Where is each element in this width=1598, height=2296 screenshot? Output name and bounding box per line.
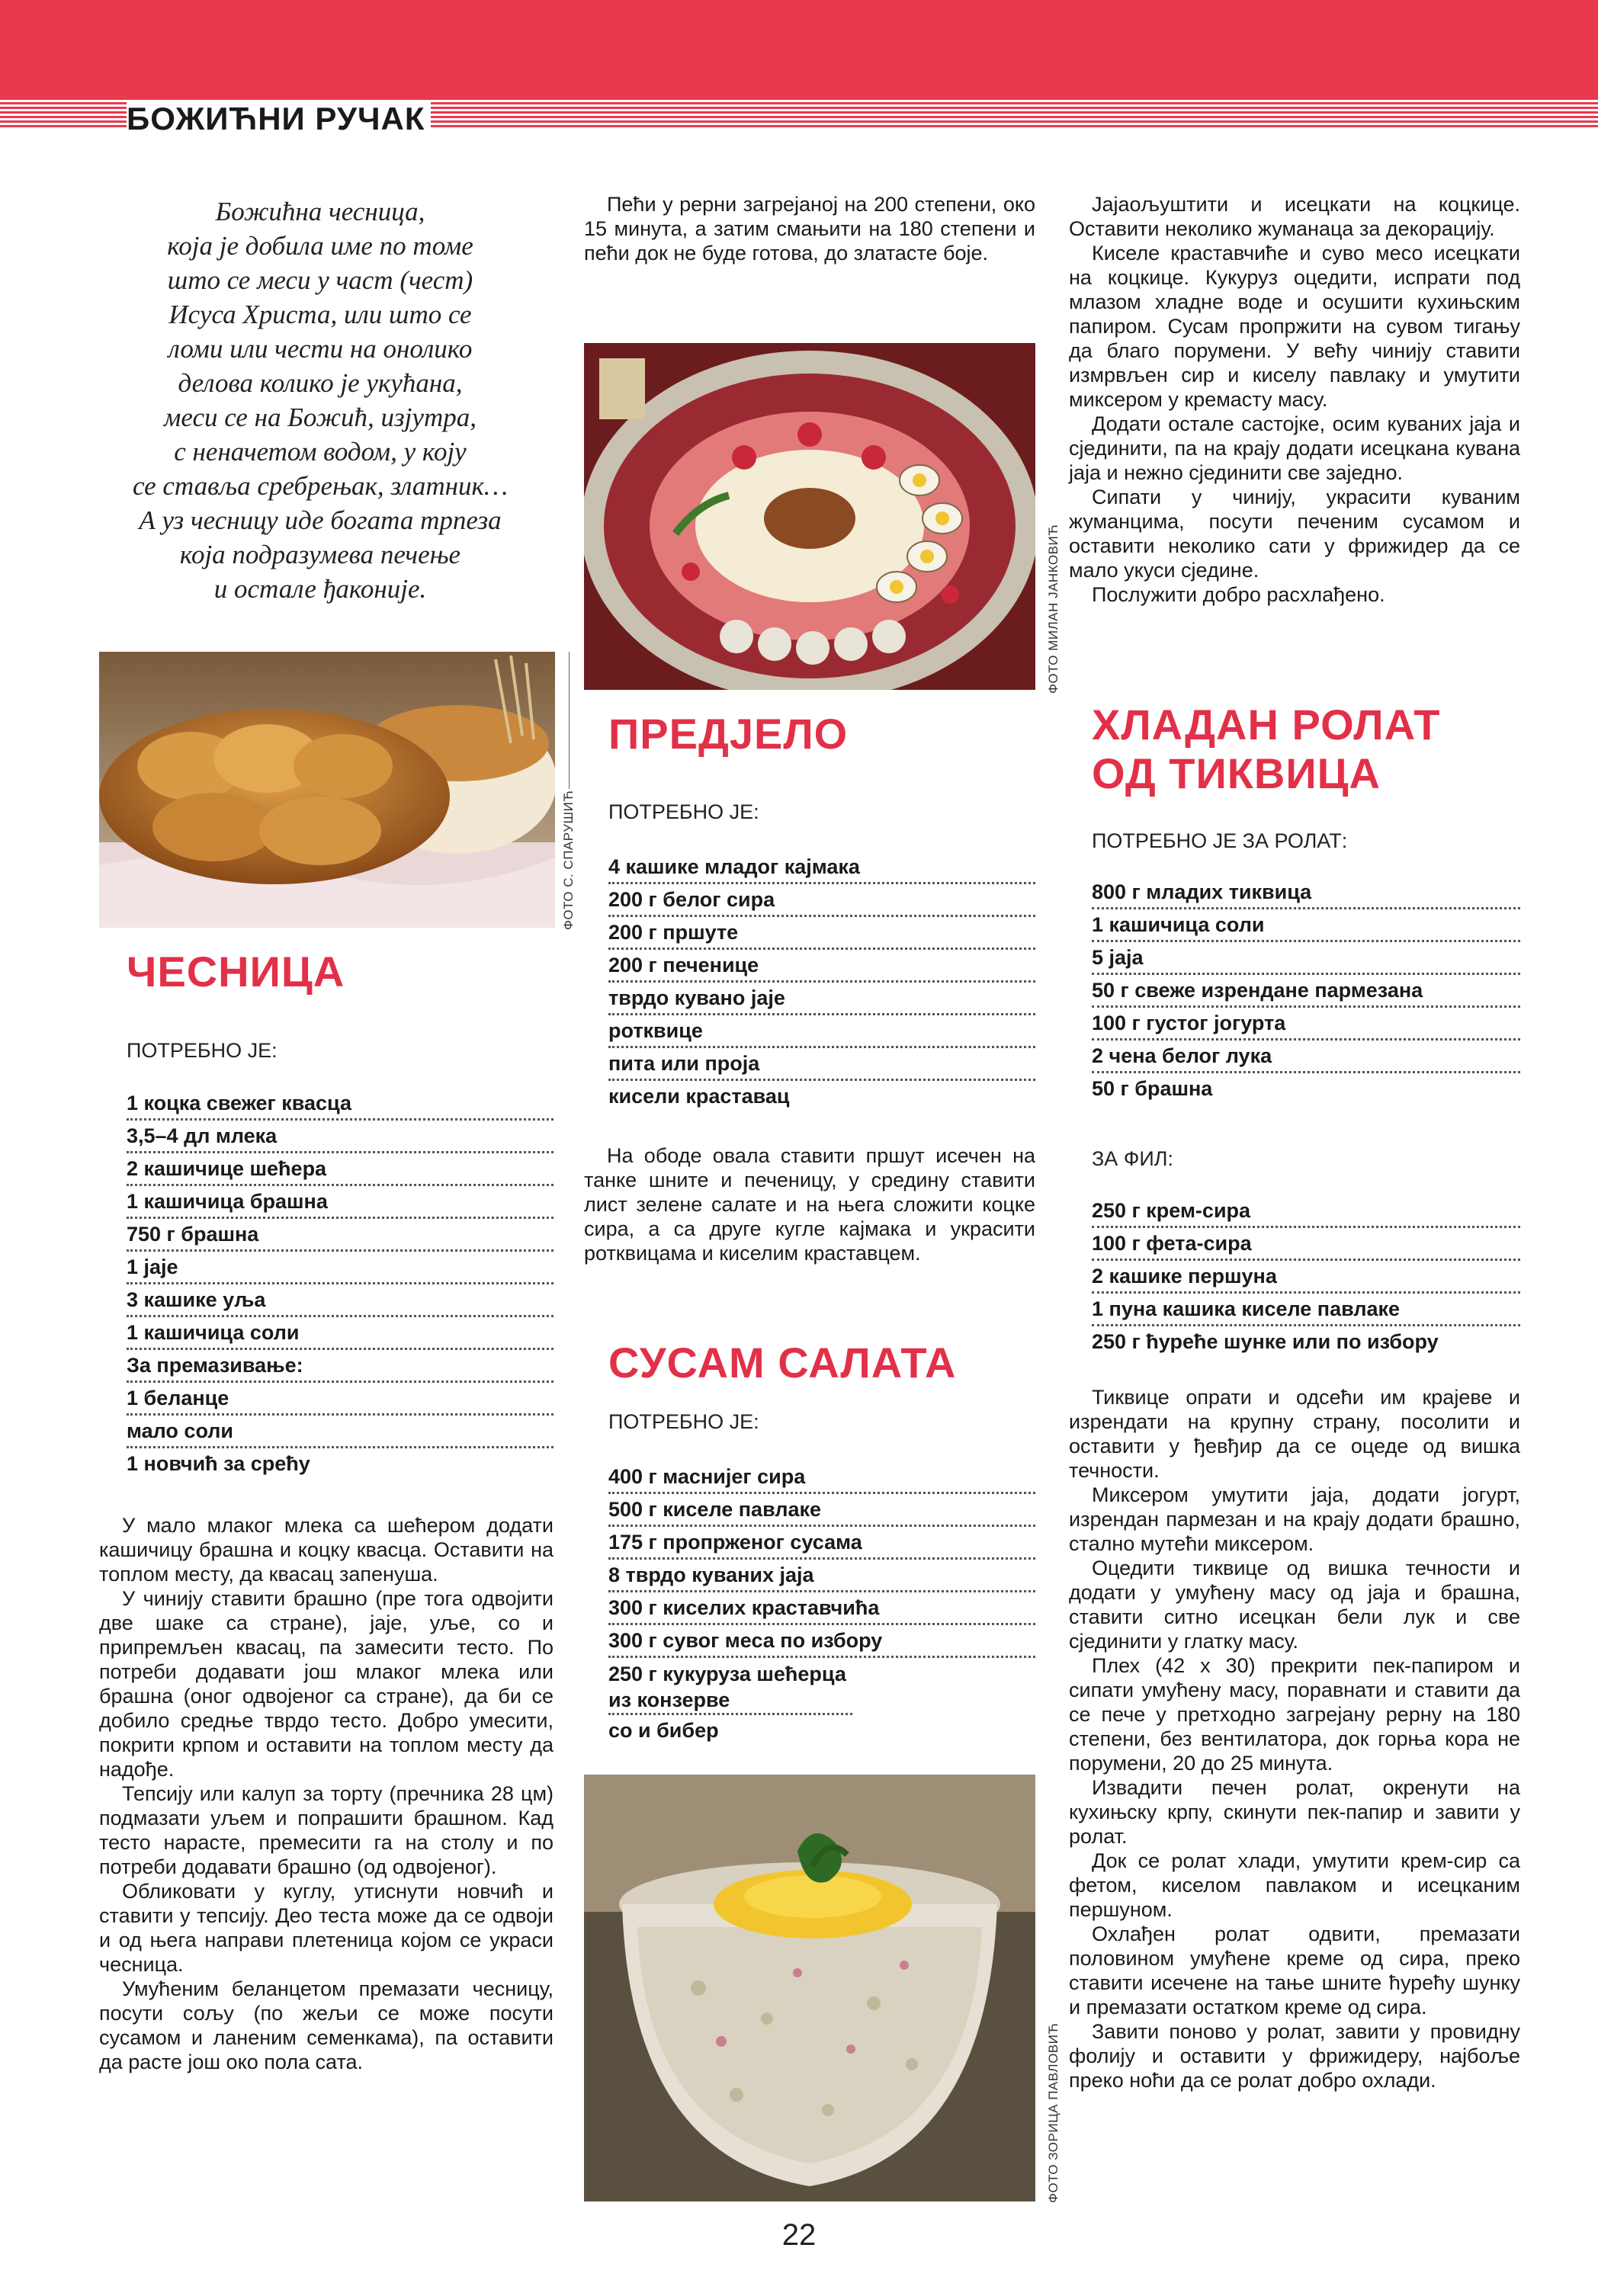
intro-line: с неначетом водом, у коју — [174, 437, 467, 467]
ingredient-item: 250 г кукуруза шећерца из конзерве — [608, 1658, 852, 1715]
ingredient-item: 100 г фета-сира — [1092, 1228, 1520, 1261]
ingredient-item: 4 кашике младог кајмака — [608, 851, 1035, 884]
intro-line: делова колико је укућана, — [178, 368, 463, 398]
intro-line: која је добила име по томе — [167, 231, 473, 261]
ingredient-item: 1 кашичица соли — [127, 1317, 554, 1350]
method-paragraph: Пећи у рерни загрејаној на 200 степени, око 15 минута, а затим смањити на 180 степени и пећи док не буде готова, до златасте боје. — [584, 193, 1035, 265]
ingredient-item: 2 кашичице шећера — [127, 1153, 554, 1186]
method-paragraph: Док се ролат хлади, умутити крем-сир са фетом, киселом павлаком и исецканим першуном. — [1069, 1849, 1520, 1921]
method-paragraph: Сипати у чинију, украсити куваним жуманцима, посути печеним сусамом и оставити неколико сати у фрижидер да се мало укуси сједине. — [1069, 486, 1520, 582]
ingredients-heading: ПОТРЕБНО ЈЕ: — [127, 1039, 278, 1062]
method-paragraph: Миксером умутити јаја, додати јогурт, изрендан пармезан и на крају додати брашно, стално мутећи миксером. — [1069, 1483, 1520, 1555]
ingredient-item: 200 г белог сира — [608, 884, 1035, 917]
ingredient-item: 1 беланце — [127, 1383, 554, 1416]
ingredient-item: 50 г свеже изрендане пармезана — [1092, 975, 1520, 1008]
ingredient-list — [608, 1461, 1035, 1746]
ingredient-item: 200 г пршуте — [608, 917, 1035, 950]
ingredient-list — [608, 851, 1035, 1111]
method-paragraph: Плех (42 х 30) прекрити пек-папиром и сипати умућену масу, поравнати и ставити да се пече у претходно загрејану рерну на 180 степени, без вентилатора, док горња кора не порумени, 20 до 25 минута. — [1069, 1654, 1520, 1775]
recipe-title: ПРЕДЈЕЛО — [608, 710, 849, 758]
ingredient-item: со и бибер — [608, 1719, 719, 1742]
ingredient-item: 175 г пропрженог сусама — [608, 1527, 1035, 1560]
intro-line: се ставља сребрењак, златник… — [133, 471, 508, 501]
ingredient-item: ротквице — [608, 1015, 1035, 1048]
recipe-title-line-1: ХЛАДАН РОЛАТ — [1092, 701, 1441, 749]
salad-photo — [584, 1775, 1035, 2201]
intro-line: меси се на Божић, изјутра, — [164, 402, 477, 432]
ingredients-heading: ПОТРЕБНО ЈЕ: — [608, 1410, 759, 1433]
ingredient-item: 250 г ћуреће шунке или по избору — [1092, 1330, 1439, 1353]
method-paragraph: У мало млаког млека са шећером додати кашичицу брашна и коцку квасца. Оставити на топлом месту, да квасац запенуша. — [99, 1514, 554, 1586]
ingredient-item: 1 јаје — [127, 1252, 554, 1284]
method-paragraph: Послужити добро расхлађено. — [1092, 583, 1385, 606]
intro-line: Божићна чесница, — [215, 197, 425, 226]
filling-list — [1092, 1195, 1520, 1357]
credit-divider — [569, 652, 570, 789]
page-number: 22 — [781, 2218, 817, 2252]
ingredient-item: 100 г густог јогурта — [1092, 1008, 1520, 1041]
ingredient-item: 2 чена белог лука — [1092, 1041, 1520, 1073]
platter-photo — [584, 343, 1035, 690]
method-paragraph: Обликовати у куглу, утиснути новчић и ставити у тепсију. Део теста може да се одвоји и од њега направи плетеница којом се украси чесница. — [99, 1880, 554, 1976]
susam-method — [1069, 192, 1520, 607]
cesnica-method-continued — [584, 192, 1035, 265]
intro-line: која подразумева печење — [179, 540, 461, 569]
method-paragraph: Тиквице опрати и одсећи им крајеве и изрендати на крупну страну, посолити и оставити у ђевђир да се оцеде од вишка течности. — [1069, 1386, 1520, 1482]
intro-text — [99, 194, 541, 606]
rolat-method — [1069, 1385, 1520, 2092]
method-paragraph: Киселе краставчиће и суво месо исецкати на коцкице. Кукуруз оцедити, испрати под млазом хладне воде и осушити кухињским папиром. Сусам пропржити на сувом тигању да благо порумени. У већу чинију ставити измрвљен сир и киселу павлаку и умутити миксером у кремасту масу. — [1069, 242, 1520, 411]
method-paragraph: Додати остале састојке, осим куваних јаја и сјединити, па на крају додати исецкана кувана јаја и нежно сјединити све заједно. — [1069, 412, 1520, 484]
ingredient-item: 3 кашике уља — [127, 1284, 554, 1317]
bread-photo — [99, 652, 555, 928]
ingredient-item: 5 јаја — [1092, 942, 1520, 975]
ingredient-item: 200 г печенице — [608, 950, 1035, 983]
ingredient-item: 750 г брашна — [127, 1219, 554, 1252]
ingredient-item: 400 г маснијег сира — [608, 1461, 1035, 1494]
recipe-title: СУСАМ САЛАТА — [608, 1339, 957, 1387]
ingredient-item: 1 кашичица соли — [1092, 909, 1520, 942]
intro-line: Исуса Христа, или што се — [168, 300, 472, 329]
ingredient-item: 250 г крем-сира — [1092, 1195, 1520, 1228]
ingredient-item: 500 г киселе павлаке — [608, 1494, 1035, 1527]
method-paragraph: Јајаољуштити и исецкати на коцкице. Оставити неколико жуманаца за декорацију. — [1069, 193, 1520, 240]
ingredient-item: 8 тврдо куваних јаја — [608, 1560, 1035, 1592]
ingredient-item: 800 г младих тиквица — [1092, 877, 1520, 909]
intro-line: што се меси у част (чест) — [167, 265, 473, 295]
ingredient-item: За премазивање: — [127, 1350, 554, 1383]
ingredient-item: 1 коцка свежег квасца — [127, 1088, 554, 1121]
method-paragraph: Оцедити тиквице од вишка течности и додати у умућену масу од јаја и брашна, ставити ситно исецкан бели лук и све сјединити у глатку масу. — [1069, 1557, 1520, 1653]
recipe-title-line-2: ОД ТИКВИЦА — [1092, 749, 1381, 797]
method-paragraph: На ободе овала ставити пршут исечен на танке шните и печеницу, у средину ставити лист зелене салате и на њега сложити коцке сира, а са друге кугле кајмака и украсити ротквицама и киселим краставцем. — [584, 1144, 1035, 1265]
intro-line: А уз чесницу иде богата трпеза — [139, 505, 502, 535]
page-title: БОЖИЋНИ РУЧАК — [127, 101, 431, 137]
ingredient-item: 300 г киселих краставчића — [608, 1592, 1035, 1625]
predjelo-method — [584, 1143, 1035, 1265]
method-paragraph: У чинију ставити брашно (пре тога одвојити две шаке са стране), јаје, уље, со и припремљен квасац, па замесити тесто. По потреби додавати још млаког млека или брашна (оног одвојеног са стране), да би се добило средње тврдо тесто. Добро умесити, покрити крпом и оставити на топлом месту да надође. — [99, 1587, 554, 1781]
ingredient-item: 2 кашике першуна — [1092, 1261, 1520, 1294]
intro-line: и остале ђаконије. — [213, 574, 427, 604]
method-paragraph: Тепсију или калуп за торту (пречника 28 цм) подмазати уљем и попрашити брашном. Кад тесто нарасте, премесити га на столу и по потреби додавати брашно (од одвојеног). — [99, 1782, 554, 1878]
ingredient-item: 1 кашичица брашна — [127, 1186, 554, 1219]
ingredient-list — [127, 1088, 554, 1479]
ingredient-item: тврдо кувано јаје — [608, 983, 1035, 1015]
intro-line: ломи или чести на онолико — [168, 334, 473, 364]
method-paragraph: Охлађен ролат одвити, премазати половином умућене креме од сира, преко ставити исечене на тање шните ћурећу шунку и премазати остатком креме од сира. — [1069, 1922, 1520, 2019]
photo-credit: ФОТО ЗОРИЦА ПАВЛОВИЋ — [1046, 2022, 1061, 2203]
ingredient-item: 300 г сувог меса по избору — [608, 1625, 1035, 1658]
photo-credit: ФОТО МИЛАН ЈАНКОВИЋ — [1046, 524, 1061, 694]
ingredient-item: 1 пуна кашика киселе павлаке — [1092, 1294, 1520, 1326]
cesnica-method — [99, 1513, 554, 2074]
ingredient-list — [1092, 877, 1520, 1104]
ingredient-item: кисели краставац — [608, 1085, 790, 1108]
ingredient-item: 3,5–4 дл млека — [127, 1121, 554, 1153]
ingredients-heading: ПОТРЕБНО ЈЕ ЗА РОЛАТ: — [1092, 829, 1348, 852]
ingredient-item: пита или проја — [608, 1048, 1035, 1081]
method-paragraph: Извадити печен ролат, окренути на кухињску крпу, скинути пек-папир и завити у ролат. — [1069, 1776, 1520, 1848]
ingredient-item: 1 новчић за срећу — [127, 1452, 310, 1475]
ingredient-item: 50 г брашна — [1092, 1077, 1213, 1100]
recipe-title: ЧЕСНИЦА — [127, 948, 345, 996]
method-paragraph: Умућеним беланцетом премазати чесницу, посути сољу (по жељи се може посути сусамом и ланеним семенкама), па оставити да расте још око пола сата. — [99, 1977, 554, 2073]
filling-heading: ЗА ФИЛ: — [1092, 1147, 1173, 1170]
photo-credit: ФОТО С. СПАРУШИЋ — [561, 790, 576, 930]
ingredients-heading: ПОТРЕБНО ЈЕ: — [608, 800, 759, 823]
ingredient-item: мало соли — [127, 1416, 554, 1448]
method-paragraph: Завити поново у ролат, завити у провидну фолију и оставити у фрижидеру, најбоље преко ноћи да се ролат добро охлади. — [1069, 2020, 1520, 2092]
